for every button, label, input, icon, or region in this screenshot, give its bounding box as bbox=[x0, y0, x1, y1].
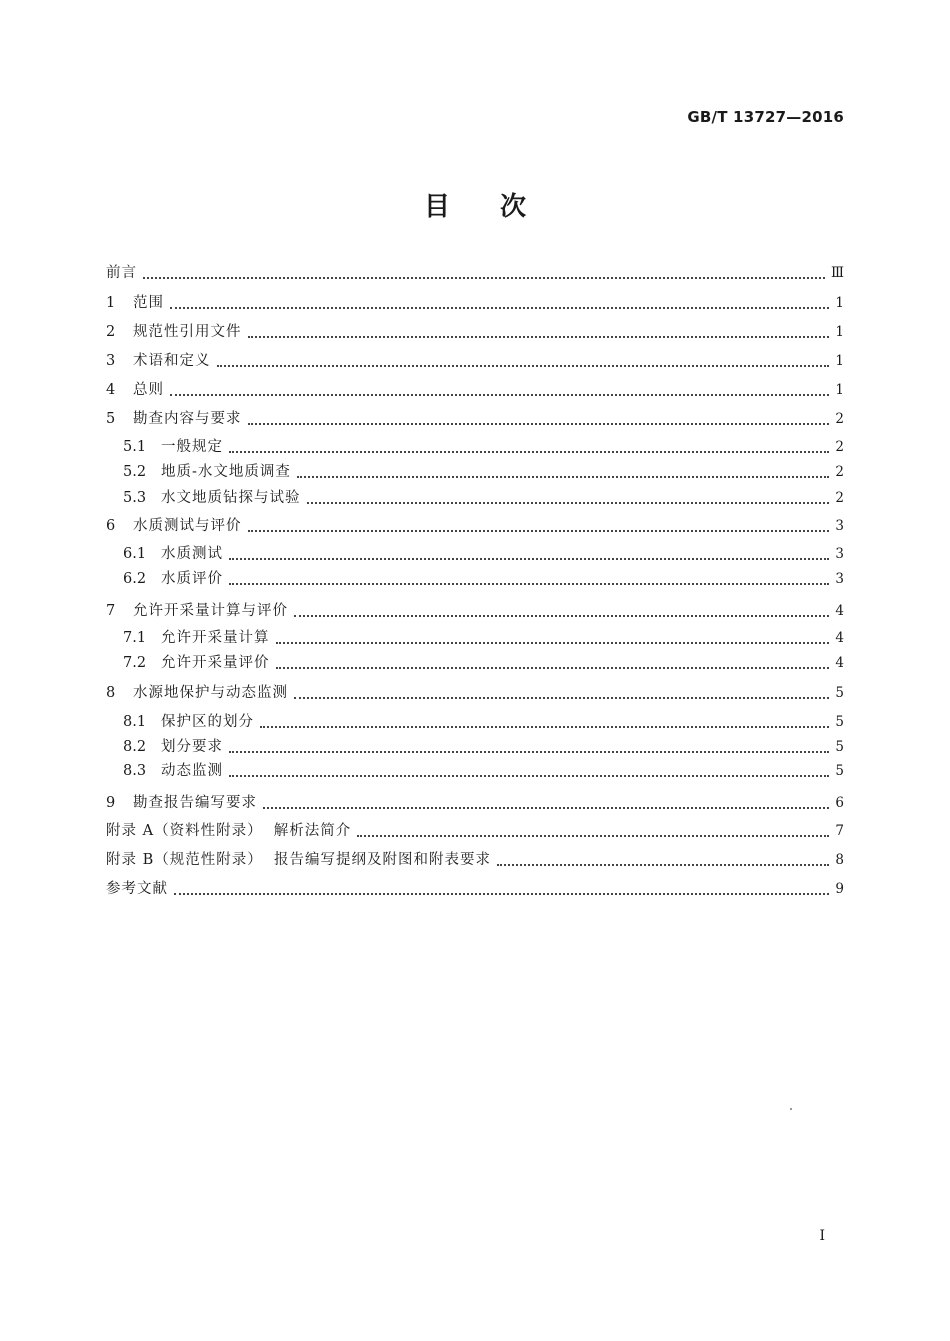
toc-entry-number: 2 bbox=[106, 324, 116, 340]
toc-dot-leader bbox=[143, 277, 825, 279]
scan-speck bbox=[790, 1108, 792, 1110]
toc-entry-label: 参考文献 bbox=[106, 881, 168, 897]
toc-entry-label: 允许开采量计算与评价 bbox=[133, 603, 288, 619]
toc-dot-leader bbox=[248, 423, 830, 425]
toc-entry-label: 勘查报告编写要求 bbox=[133, 795, 257, 811]
toc-entry-label: 术语和定义 bbox=[133, 353, 211, 369]
toc-dot-leader bbox=[229, 751, 829, 753]
toc-entry[interactable] bbox=[106, 515, 844, 537]
toc-entry-number: 8.3 bbox=[123, 763, 147, 779]
toc-entry-number: 1 bbox=[106, 295, 116, 311]
toc-entry-number: 5.2 bbox=[123, 464, 147, 480]
toc-entry-page: 1 bbox=[835, 382, 844, 398]
toc-dot-leader bbox=[229, 558, 829, 560]
toc-entry-page: 1 bbox=[835, 353, 844, 369]
toc-entry-page: 5 bbox=[835, 739, 844, 755]
toc-entry-page: 2 bbox=[835, 464, 844, 480]
toc-entry-page: 9 bbox=[835, 881, 844, 897]
toc-entry[interactable] bbox=[106, 350, 844, 372]
toc-entry[interactable] bbox=[106, 792, 844, 814]
toc-dot-leader bbox=[263, 807, 829, 809]
toc-entry-page: 6 bbox=[835, 795, 844, 811]
toc-dot-leader bbox=[174, 893, 829, 895]
toc-entry-number: 3 bbox=[106, 353, 116, 369]
toc-entry[interactable] bbox=[123, 652, 844, 674]
toc-entry-label: 动态监测 bbox=[161, 763, 223, 779]
toc-entry-label: 范围 bbox=[133, 295, 164, 311]
toc-entry-page: 2 bbox=[835, 490, 844, 506]
toc-entry-label: 水质测试与评价 bbox=[133, 518, 242, 534]
toc-dot-leader bbox=[229, 775, 829, 777]
toc-entry-number: 6 bbox=[106, 518, 116, 534]
toc-entry[interactable] bbox=[123, 627, 844, 649]
toc-entry-label: 水质测试 bbox=[161, 546, 223, 562]
toc-entry-label: 允许开采量评价 bbox=[161, 655, 270, 671]
toc-entry[interactable] bbox=[106, 878, 844, 900]
toc-dot-leader bbox=[294, 615, 829, 617]
toc-entry-page: 4 bbox=[835, 630, 844, 646]
toc-entry-number: 6.2 bbox=[123, 571, 147, 587]
toc-entry-number: 9 bbox=[106, 795, 116, 811]
toc-dot-leader bbox=[217, 365, 830, 367]
toc-dot-leader bbox=[297, 476, 830, 478]
toc-dot-leader bbox=[276, 667, 830, 669]
toc-dot-leader bbox=[294, 697, 829, 699]
toc-entry-label: 前言 bbox=[106, 265, 137, 281]
toc-dot-leader bbox=[248, 336, 830, 338]
toc-entry-number: 5.3 bbox=[123, 490, 147, 506]
toc-entry[interactable] bbox=[106, 820, 844, 842]
toc-entry-page: 4 bbox=[835, 655, 844, 671]
toc-entry-number: 7 bbox=[106, 603, 116, 619]
toc-entry-label: 规范性引用文件 bbox=[133, 324, 242, 340]
toc-dot-leader bbox=[170, 307, 829, 309]
toc-entry[interactable] bbox=[123, 543, 844, 565]
toc-entry[interactable] bbox=[106, 262, 844, 284]
toc-entry-number: 6.1 bbox=[123, 546, 147, 562]
toc-entry-page: 5 bbox=[835, 763, 844, 779]
toc-entry-page: 3 bbox=[835, 546, 844, 562]
toc-entry-page: 2 bbox=[835, 439, 844, 455]
toc-entry-page: Ⅲ bbox=[830, 265, 844, 281]
toc-entry-number: 8.2 bbox=[123, 739, 147, 755]
toc-entry-label: 地质-水文地质调查 bbox=[161, 464, 291, 480]
toc-entry-label: 水质评价 bbox=[161, 571, 223, 587]
toc-entry-label: 附录 B（规范性附录） 报告编写提纲及附图和附表要求 bbox=[106, 852, 491, 868]
toc-entry-page: 5 bbox=[835, 714, 844, 730]
page-number: I bbox=[819, 1228, 825, 1244]
toc-dot-leader bbox=[170, 394, 829, 396]
toc-entry-label: 附录 A（资料性附录） 解析法简介 bbox=[106, 823, 352, 839]
toc-entry-page: 8 bbox=[835, 852, 844, 868]
toc-entry[interactable] bbox=[106, 292, 844, 314]
toc-entry[interactable] bbox=[123, 736, 844, 758]
toc-entry[interactable] bbox=[123, 568, 844, 590]
toc-entry-number: 4 bbox=[106, 382, 116, 398]
toc-entry-number: 7.1 bbox=[123, 630, 147, 646]
toc-entry[interactable] bbox=[123, 711, 844, 733]
toc-entry-number: 5 bbox=[106, 411, 116, 427]
toc-entry-page: 2 bbox=[835, 411, 844, 427]
toc-entry-label: 水源地保护与动态监测 bbox=[133, 685, 288, 701]
toc-dot-leader bbox=[357, 835, 829, 837]
toc-entry-label: 划分要求 bbox=[161, 739, 223, 755]
toc-entry-label: 总则 bbox=[133, 382, 164, 398]
toc-entry-page: 3 bbox=[835, 518, 844, 534]
toc-entry[interactable] bbox=[106, 849, 844, 871]
toc-entry[interactable] bbox=[123, 760, 844, 782]
toc-dot-leader bbox=[248, 530, 830, 532]
toc-entry-number: 8.1 bbox=[123, 714, 147, 730]
toc-dot-leader bbox=[276, 642, 830, 644]
toc-entry[interactable] bbox=[106, 379, 844, 401]
toc-entry-page: 4 bbox=[835, 603, 844, 619]
toc-dot-leader bbox=[260, 726, 829, 728]
toc-entry[interactable] bbox=[123, 461, 844, 483]
toc-dot-leader bbox=[229, 583, 829, 585]
toc-entry[interactable] bbox=[123, 487, 844, 509]
toc-entry-page: 1 bbox=[835, 295, 844, 311]
page-title: 目次 bbox=[423, 192, 576, 222]
toc-entry-label: 保护区的划分 bbox=[161, 714, 254, 730]
toc-entry-page: 3 bbox=[835, 571, 844, 587]
toc-dot-leader bbox=[497, 864, 829, 866]
toc-entry-label: 允许开采量计算 bbox=[161, 630, 270, 646]
toc-entry[interactable] bbox=[106, 600, 844, 622]
toc-entry[interactable] bbox=[106, 682, 844, 704]
toc-entry-page: 5 bbox=[835, 685, 844, 701]
toc-entry-page: 7 bbox=[835, 823, 844, 839]
toc-entry-number: 7.2 bbox=[123, 655, 147, 671]
toc-entry-page: 1 bbox=[835, 324, 844, 340]
toc-dot-leader bbox=[307, 502, 830, 504]
toc-entry[interactable] bbox=[123, 436, 844, 458]
toc-entry-label: 一般规定 bbox=[161, 439, 223, 455]
toc-dot-leader bbox=[229, 451, 829, 453]
toc-entry-label: 勘查内容与要求 bbox=[133, 411, 242, 427]
toc-entry[interactable] bbox=[106, 321, 844, 343]
toc-entry-number: 5.1 bbox=[123, 439, 147, 455]
toc-entry-label: 水文地质钻探与试验 bbox=[161, 490, 301, 506]
toc-entry[interactable] bbox=[106, 408, 844, 430]
standard-number: GB/T 13727—2016 bbox=[687, 108, 844, 126]
toc-entry-number: 8 bbox=[106, 685, 116, 701]
